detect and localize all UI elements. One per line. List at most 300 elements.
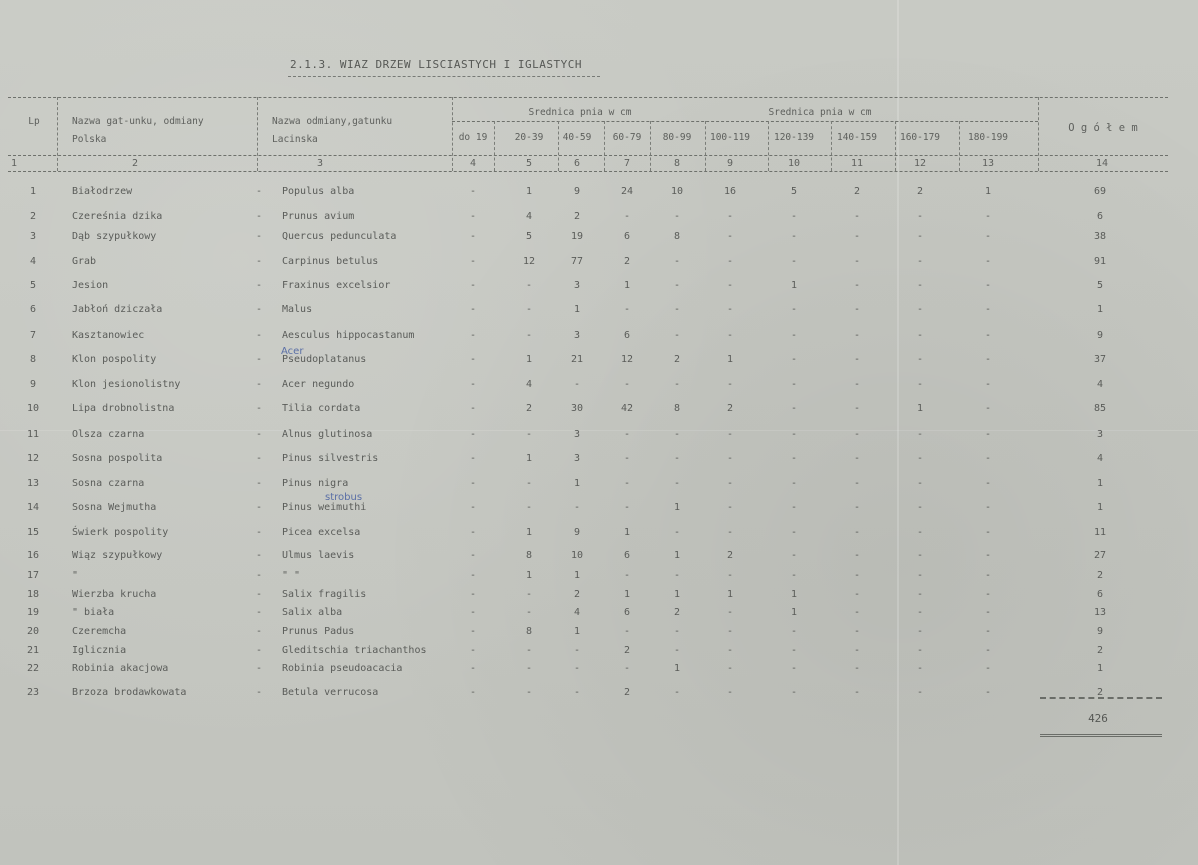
row-name-pl: Białodrzew bbox=[72, 186, 133, 197]
row-name-pl: " biała bbox=[72, 607, 115, 618]
row-value: - bbox=[469, 589, 477, 600]
row-name-pl: Czereśnia dzika bbox=[72, 211, 163, 222]
row-value: - bbox=[790, 403, 798, 414]
row-value: - bbox=[853, 429, 861, 440]
row-value: - bbox=[916, 304, 924, 315]
row-value: - bbox=[853, 403, 861, 414]
row-lp: 20 bbox=[26, 626, 40, 637]
row-value: - bbox=[469, 403, 477, 414]
row-total: 6 bbox=[1096, 589, 1104, 600]
row-total: 27 bbox=[1093, 550, 1107, 561]
col-divider-class-5 bbox=[705, 121, 706, 171]
row-dash: - bbox=[255, 645, 263, 656]
row-value: - bbox=[984, 607, 992, 618]
row-value: - bbox=[525, 330, 533, 341]
row-name-lat: Pinus nigra bbox=[282, 478, 349, 489]
row-lp: 15 bbox=[26, 527, 40, 538]
row-name-lat: Pseudoplatanus bbox=[282, 354, 367, 365]
row-value: - bbox=[853, 626, 861, 637]
row-value: 1 bbox=[790, 280, 798, 291]
row-value: - bbox=[469, 607, 477, 618]
row-value: - bbox=[790, 330, 798, 341]
row-value: 8 bbox=[673, 231, 681, 242]
row-value: - bbox=[726, 280, 734, 291]
row-name-pl: Klon pospolity bbox=[72, 354, 157, 365]
column-number: 10 bbox=[787, 158, 801, 169]
header-diameter-class: 120-139 bbox=[773, 132, 815, 143]
row-value: - bbox=[853, 256, 861, 267]
row-total: 85 bbox=[1093, 403, 1107, 414]
col-divider-class-9 bbox=[959, 121, 960, 171]
row-value: - bbox=[726, 304, 734, 315]
row-total: 1 bbox=[1096, 478, 1104, 489]
row-value: - bbox=[790, 626, 798, 637]
row-value: 3 bbox=[573, 280, 581, 291]
row-value: - bbox=[853, 687, 861, 698]
row-value: - bbox=[853, 570, 861, 581]
row-value: - bbox=[916, 211, 924, 222]
title-underline bbox=[288, 76, 600, 77]
row-value: - bbox=[853, 304, 861, 315]
row-name-lat: Prunus avium bbox=[282, 211, 355, 222]
header-diameter-class: 80-99 bbox=[662, 132, 692, 143]
row-value: - bbox=[984, 527, 992, 538]
row-value: - bbox=[525, 663, 533, 674]
row-name-pl: Brzoza brodawkowata bbox=[72, 687, 187, 698]
row-value: - bbox=[916, 626, 924, 637]
row-value: 6 bbox=[623, 330, 631, 341]
row-value: 1 bbox=[573, 304, 581, 315]
row-value: - bbox=[673, 280, 681, 291]
column-number: 4 bbox=[469, 158, 477, 169]
row-lp: 21 bbox=[26, 645, 40, 656]
row-value: 2 bbox=[853, 186, 861, 197]
row-value: - bbox=[984, 231, 992, 242]
row-total: 11 bbox=[1093, 527, 1107, 538]
row-dash: - bbox=[255, 550, 263, 561]
row-value: 2 bbox=[673, 354, 681, 365]
row-dash: - bbox=[255, 256, 263, 267]
row-value: - bbox=[673, 645, 681, 656]
row-name-pl: Klon jesionolistny bbox=[72, 379, 181, 390]
col-divider-total bbox=[1038, 97, 1039, 171]
row-value: - bbox=[525, 280, 533, 291]
row-lp: 11 bbox=[26, 429, 40, 440]
row-value: - bbox=[984, 429, 992, 440]
row-value: - bbox=[984, 589, 992, 600]
row-value: - bbox=[469, 687, 477, 698]
row-dash: - bbox=[255, 607, 263, 618]
row-value: 8 bbox=[525, 626, 533, 637]
row-total: 37 bbox=[1093, 354, 1107, 365]
row-value: 1 bbox=[916, 403, 924, 414]
row-value: - bbox=[790, 354, 798, 365]
column-number: 11 bbox=[850, 158, 864, 169]
row-value: 1 bbox=[573, 570, 581, 581]
row-value: 4 bbox=[573, 607, 581, 618]
row-name-pl: Grab bbox=[72, 256, 97, 267]
row-value: - bbox=[469, 645, 477, 656]
row-lp: 23 bbox=[26, 687, 40, 698]
row-value: - bbox=[916, 231, 924, 242]
column-number: 8 bbox=[673, 158, 681, 169]
row-value: - bbox=[984, 550, 992, 561]
row-value: - bbox=[469, 186, 477, 197]
header-name-lat-sub: Lacinska bbox=[272, 134, 318, 145]
row-value: - bbox=[525, 645, 533, 656]
row-value: - bbox=[726, 645, 734, 656]
row-value: 1 bbox=[525, 527, 533, 538]
row-name-lat: Ulmus laevis bbox=[282, 550, 355, 561]
row-name-pl: Wiąz szypułkowy bbox=[72, 550, 163, 561]
row-dash: - bbox=[255, 211, 263, 222]
row-value: - bbox=[469, 502, 477, 513]
row-value: - bbox=[790, 379, 798, 390]
row-value: 1 bbox=[984, 186, 992, 197]
row-value: 2 bbox=[673, 607, 681, 618]
grand-total: 426 bbox=[1088, 712, 1108, 725]
row-total: 9 bbox=[1096, 626, 1104, 637]
row-lp: 6 bbox=[29, 304, 37, 315]
row-value: - bbox=[673, 527, 681, 538]
row-total: 91 bbox=[1093, 256, 1107, 267]
row-name-pl: Sosna Wejmutha bbox=[72, 502, 157, 513]
row-dash: - bbox=[255, 626, 263, 637]
row-dash: - bbox=[255, 304, 263, 315]
header-diameter-class: 140-159 bbox=[836, 132, 878, 143]
row-lp: 19 bbox=[26, 607, 40, 618]
row-dash: - bbox=[255, 280, 263, 291]
column-number: 7 bbox=[623, 158, 631, 169]
row-value: 3 bbox=[573, 330, 581, 341]
row-name-lat: Pinus silvestris bbox=[282, 453, 379, 464]
header-bottom-rule bbox=[8, 155, 1168, 156]
row-dash: - bbox=[255, 231, 263, 242]
row-name-pl: " bbox=[72, 570, 79, 581]
row-value: 2 bbox=[623, 645, 631, 656]
row-value: 6 bbox=[623, 607, 631, 618]
row-value: - bbox=[726, 478, 734, 489]
row-value: 2 bbox=[916, 186, 924, 197]
row-name-pl: Olsza czarna bbox=[72, 429, 145, 440]
row-value: - bbox=[673, 256, 681, 267]
row-value: - bbox=[984, 645, 992, 656]
row-value: - bbox=[853, 379, 861, 390]
row-value: - bbox=[916, 663, 924, 674]
row-value: - bbox=[573, 663, 581, 674]
row-name-lat: Carpinus betulus bbox=[282, 256, 379, 267]
row-lp: 16 bbox=[26, 550, 40, 561]
row-value: - bbox=[984, 256, 992, 267]
row-dash: - bbox=[255, 354, 263, 365]
row-value: - bbox=[726, 379, 734, 390]
row-value: 30 bbox=[570, 403, 584, 414]
row-value: - bbox=[790, 211, 798, 222]
row-value: - bbox=[623, 304, 631, 315]
row-value: 1 bbox=[673, 502, 681, 513]
row-value: 1 bbox=[623, 280, 631, 291]
row-dash: - bbox=[255, 570, 263, 581]
row-total: 4 bbox=[1096, 453, 1104, 464]
row-value: - bbox=[916, 589, 924, 600]
row-name-lat: Fraxinus excelsior bbox=[282, 280, 391, 291]
row-total: 69 bbox=[1093, 186, 1107, 197]
row-value: - bbox=[916, 527, 924, 538]
row-name-pl: Świerk pospolity bbox=[72, 527, 169, 538]
row-value: 1 bbox=[525, 453, 533, 464]
row-value: - bbox=[916, 256, 924, 267]
col-divider-name-pl bbox=[257, 97, 258, 171]
row-value: - bbox=[469, 527, 477, 538]
row-value: - bbox=[673, 570, 681, 581]
row-lp: 12 bbox=[26, 453, 40, 464]
row-dash: - bbox=[255, 429, 263, 440]
header-lp: Lp bbox=[28, 116, 40, 127]
row-name-lat: Salix alba bbox=[282, 607, 343, 618]
row-dash: - bbox=[255, 687, 263, 698]
row-value: - bbox=[790, 502, 798, 513]
row-dash: - bbox=[255, 330, 263, 341]
row-value: - bbox=[790, 231, 798, 242]
row-dash: - bbox=[255, 663, 263, 674]
row-value: - bbox=[673, 453, 681, 464]
row-name-pl: Wierzba krucha bbox=[72, 589, 157, 600]
row-value: - bbox=[573, 687, 581, 698]
row-value: - bbox=[790, 256, 798, 267]
row-value: - bbox=[853, 478, 861, 489]
row-value: - bbox=[853, 330, 861, 341]
row-value: 42 bbox=[620, 403, 634, 414]
row-value: - bbox=[726, 429, 734, 440]
row-value: 1 bbox=[790, 589, 798, 600]
row-total: 3 bbox=[1096, 429, 1104, 440]
row-name-lat: Populus alba bbox=[282, 186, 355, 197]
row-value: 16 bbox=[723, 186, 737, 197]
row-value: - bbox=[726, 687, 734, 698]
row-value: 3 bbox=[573, 429, 581, 440]
row-value: 10 bbox=[570, 550, 584, 561]
row-value: 5 bbox=[525, 231, 533, 242]
header-diameter-class: 180-199 bbox=[967, 132, 1009, 143]
row-value: - bbox=[916, 429, 924, 440]
row-value: - bbox=[573, 502, 581, 513]
row-value: - bbox=[469, 453, 477, 464]
row-value: 2 bbox=[623, 256, 631, 267]
row-value: 12 bbox=[620, 354, 634, 365]
row-value: - bbox=[469, 211, 477, 222]
row-value: - bbox=[673, 330, 681, 341]
row-value: - bbox=[469, 550, 477, 561]
row-total: 1 bbox=[1096, 502, 1104, 513]
row-value: - bbox=[916, 502, 924, 513]
row-value: - bbox=[853, 280, 861, 291]
row-value: - bbox=[726, 607, 734, 618]
row-value: - bbox=[790, 645, 798, 656]
row-total: 4 bbox=[1096, 379, 1104, 390]
header-diameter-class: do 19 bbox=[458, 132, 488, 143]
row-value: 12 bbox=[522, 256, 536, 267]
row-lp: 10 bbox=[26, 403, 40, 414]
row-value: - bbox=[726, 663, 734, 674]
row-value: - bbox=[984, 687, 992, 698]
row-value: 1 bbox=[525, 186, 533, 197]
column-number: 9 bbox=[726, 158, 734, 169]
row-value: - bbox=[469, 256, 477, 267]
row-name-pl: Sosna czarna bbox=[72, 478, 145, 489]
row-value: - bbox=[469, 379, 477, 390]
column-number: 3 bbox=[316, 158, 324, 169]
column-number: 13 bbox=[981, 158, 995, 169]
column-number: 2 bbox=[131, 158, 139, 169]
row-lp: 17 bbox=[26, 570, 40, 581]
row-name-lat: Pinus weimuthi bbox=[282, 502, 367, 513]
row-value: - bbox=[916, 330, 924, 341]
col-divider-class-6 bbox=[768, 121, 769, 171]
row-name-lat: Aesculus hippocastanum bbox=[282, 330, 415, 341]
header-total: O g ó ł e m bbox=[1068, 122, 1138, 134]
row-value: - bbox=[525, 478, 533, 489]
row-value: 1 bbox=[726, 354, 734, 365]
row-value: - bbox=[984, 304, 992, 315]
row-name-pl: Jabłoń dziczała bbox=[72, 304, 163, 315]
row-value: 24 bbox=[620, 186, 634, 197]
row-value: - bbox=[673, 379, 681, 390]
row-name-lat: Alnus glutinosa bbox=[282, 429, 373, 440]
row-value: - bbox=[623, 211, 631, 222]
row-value: - bbox=[984, 453, 992, 464]
row-dash: - bbox=[255, 403, 263, 414]
row-name-lat: Malus bbox=[282, 304, 313, 315]
row-value: - bbox=[726, 330, 734, 341]
row-lp: 1 bbox=[29, 186, 37, 197]
row-value: - bbox=[726, 527, 734, 538]
row-value: - bbox=[984, 626, 992, 637]
row-value: 1 bbox=[673, 589, 681, 600]
row-value: - bbox=[790, 663, 798, 674]
row-value: 4 bbox=[525, 211, 533, 222]
handwritten-note-strobus: strobus bbox=[325, 492, 363, 503]
row-total: 9 bbox=[1096, 330, 1104, 341]
row-name-lat: " " bbox=[282, 570, 301, 581]
subheader-rule bbox=[452, 121, 1038, 122]
row-value: - bbox=[673, 304, 681, 315]
row-total: 2 bbox=[1096, 645, 1104, 656]
row-lp: 22 bbox=[26, 663, 40, 674]
row-lp: 18 bbox=[26, 589, 40, 600]
row-value: - bbox=[623, 626, 631, 637]
row-value: - bbox=[916, 687, 924, 698]
row-value: - bbox=[525, 502, 533, 513]
row-value: - bbox=[916, 550, 924, 561]
row-total: 6 bbox=[1096, 211, 1104, 222]
row-value: - bbox=[726, 502, 734, 513]
row-value: - bbox=[853, 607, 861, 618]
header-diameter-class: 100-119 bbox=[709, 132, 751, 143]
header-name-pl-sub: Polska bbox=[72, 134, 107, 145]
row-value: 9 bbox=[573, 527, 581, 538]
row-value: - bbox=[984, 403, 992, 414]
row-name-lat: Gleditschia triachanthos bbox=[282, 645, 427, 656]
column-number: 12 bbox=[913, 158, 927, 169]
row-value: - bbox=[469, 663, 477, 674]
row-value: - bbox=[984, 379, 992, 390]
row-value: - bbox=[916, 379, 924, 390]
row-value: - bbox=[790, 478, 798, 489]
row-value: - bbox=[984, 211, 992, 222]
row-value: 3 bbox=[573, 453, 581, 464]
row-name-pl: Lipa drobnolistna bbox=[72, 403, 175, 414]
row-value: - bbox=[853, 354, 861, 365]
col-divider-lp bbox=[57, 97, 58, 171]
row-value: - bbox=[853, 211, 861, 222]
row-dash: - bbox=[255, 453, 263, 464]
row-name-pl: Czeremcha bbox=[72, 626, 127, 637]
row-name-lat: Quercus pedunculata bbox=[282, 231, 397, 242]
header-diameter-class: 60-79 bbox=[612, 132, 642, 143]
row-name-pl: Robinia akacjowa bbox=[72, 663, 169, 674]
row-value: 1 bbox=[673, 663, 681, 674]
row-value: - bbox=[673, 211, 681, 222]
row-value: - bbox=[984, 280, 992, 291]
row-name-lat: Prunus Padus bbox=[282, 626, 355, 637]
row-dash: - bbox=[255, 527, 263, 538]
row-value: - bbox=[726, 626, 734, 637]
row-value: - bbox=[853, 550, 861, 561]
row-value: - bbox=[469, 231, 477, 242]
row-value: - bbox=[790, 550, 798, 561]
row-value: 6 bbox=[623, 550, 631, 561]
row-lp: 2 bbox=[29, 211, 37, 222]
col-divider-class-8 bbox=[895, 121, 896, 171]
row-value: 8 bbox=[525, 550, 533, 561]
row-name-lat: Picea excelsa bbox=[282, 527, 361, 538]
row-value: - bbox=[984, 663, 992, 674]
row-total: 13 bbox=[1093, 607, 1107, 618]
row-value: 1 bbox=[623, 589, 631, 600]
row-value: - bbox=[623, 429, 631, 440]
row-value: - bbox=[623, 379, 631, 390]
row-value: - bbox=[790, 687, 798, 698]
row-value: - bbox=[623, 478, 631, 489]
row-value: - bbox=[916, 354, 924, 365]
row-value: 9 bbox=[573, 186, 581, 197]
row-value: - bbox=[623, 502, 631, 513]
row-value: 1 bbox=[623, 527, 631, 538]
row-value: - bbox=[916, 478, 924, 489]
row-value: - bbox=[469, 429, 477, 440]
row-value: 6 bbox=[623, 231, 631, 242]
row-value: - bbox=[525, 607, 533, 618]
row-value: - bbox=[853, 663, 861, 674]
row-value: - bbox=[853, 453, 861, 464]
row-value: - bbox=[623, 663, 631, 674]
row-value: - bbox=[573, 645, 581, 656]
row-name-pl: Sosna pospolita bbox=[72, 453, 163, 464]
row-value: 10 bbox=[670, 186, 684, 197]
row-value: - bbox=[916, 645, 924, 656]
row-total: 2 bbox=[1096, 687, 1104, 698]
row-value: - bbox=[853, 589, 861, 600]
row-value: - bbox=[726, 570, 734, 581]
row-value: - bbox=[726, 231, 734, 242]
row-lp: 7 bbox=[29, 330, 37, 341]
row-value: - bbox=[916, 453, 924, 464]
row-value: 1 bbox=[525, 570, 533, 581]
row-value: 2 bbox=[726, 550, 734, 561]
row-value: 77 bbox=[570, 256, 584, 267]
row-value: - bbox=[984, 330, 992, 341]
row-value: - bbox=[673, 687, 681, 698]
